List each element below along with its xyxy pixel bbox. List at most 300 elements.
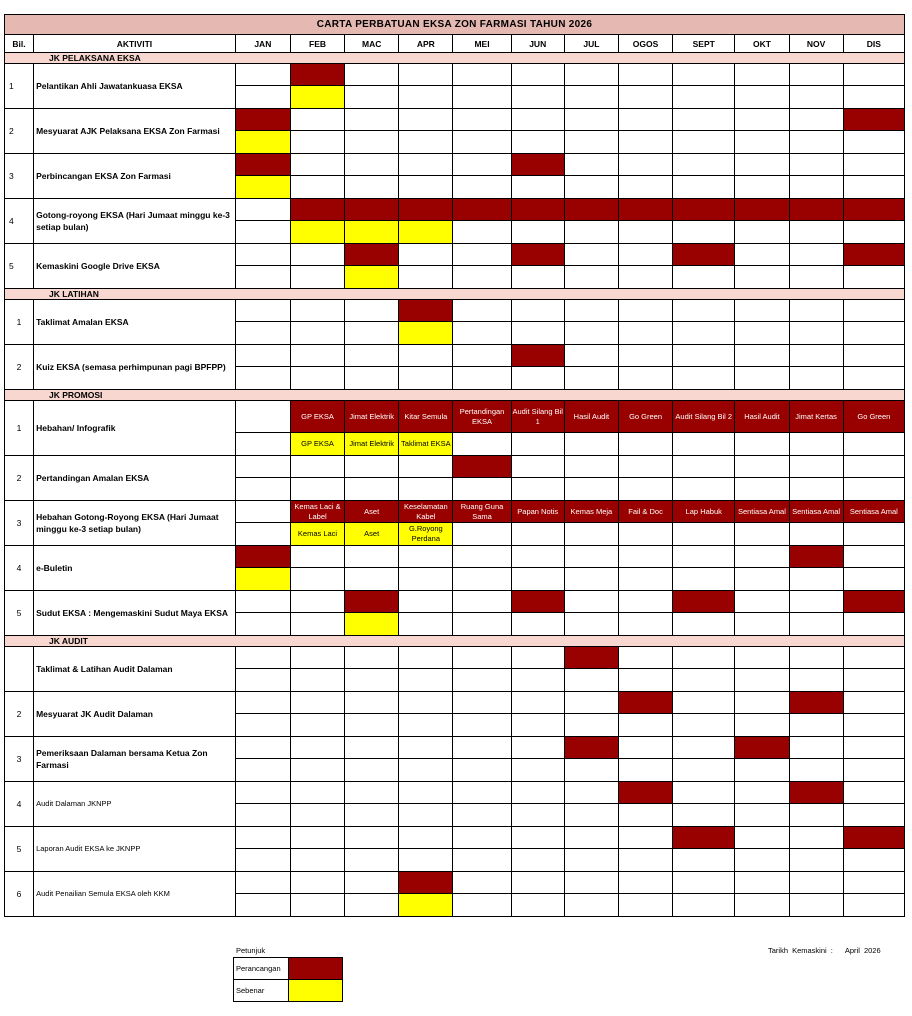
plan-cell-dis <box>843 244 904 266</box>
actual-cell-jan <box>235 433 290 456</box>
plan-cell-mac <box>345 782 399 804</box>
plan-cell-nov <box>789 456 843 478</box>
actual-cell-mac <box>345 131 399 154</box>
plan-cell-nov <box>789 64 843 86</box>
plan-cell-feb <box>290 737 344 759</box>
actual-cell-okt <box>735 523 789 546</box>
plan-cell-feb <box>290 827 344 849</box>
actual-cell-mei <box>453 176 511 199</box>
plan-cell-okt <box>735 591 789 613</box>
actual-cell-jul <box>564 367 618 390</box>
plan-cell-mac <box>345 456 399 478</box>
actual-cell-okt <box>735 613 789 636</box>
eksa-schedule-table <box>4 14 905 917</box>
plan-cell-ogos <box>618 546 672 568</box>
actual-cell-mei <box>453 131 511 154</box>
plan-cell-sept <box>673 827 735 849</box>
plan-cell-nov <box>789 591 843 613</box>
plan-cell-jul: Hasil Audit <box>564 401 618 433</box>
actual-cell-apr <box>399 86 453 109</box>
actual-cell-sept <box>673 176 735 199</box>
plan-cell-feb <box>290 109 344 131</box>
plan-cell-nov <box>789 300 843 322</box>
actual-cell-jun <box>511 131 564 154</box>
actual-cell-feb <box>290 613 344 636</box>
actual-cell-jun <box>511 86 564 109</box>
actual-cell-jun <box>511 759 564 782</box>
plan-cell-mei <box>453 827 511 849</box>
actual-cell-dis <box>843 714 904 737</box>
actual-cell-okt <box>735 759 789 782</box>
actual-cell-jun <box>511 322 564 345</box>
actual-cell-okt <box>735 131 789 154</box>
actual-cell-dis <box>843 322 904 345</box>
plan-cell-dis <box>843 109 904 131</box>
actual-cell-apr <box>399 367 453 390</box>
plan-cell-apr <box>399 737 453 759</box>
plan-cell-mac <box>345 591 399 613</box>
plan-cell-apr <box>399 154 453 176</box>
plan-cell-feb: GP EKSA <box>290 401 344 433</box>
plan-cell-feb <box>290 591 344 613</box>
actual-cell-dis <box>843 669 904 692</box>
actual-cell-jun <box>511 669 564 692</box>
actual-cell-mac <box>345 266 399 289</box>
actual-cell-ogos <box>618 266 672 289</box>
actual-cell-ogos <box>618 433 672 456</box>
plan-cell-sept <box>673 199 735 221</box>
legend-label-actual: Sebenar <box>234 980 289 1002</box>
plan-cell-nov <box>789 647 843 669</box>
actual-cell-nov <box>789 367 843 390</box>
activity-number: 1 <box>5 401 34 456</box>
actual-cell-okt <box>735 669 789 692</box>
actual-cell-ogos <box>618 322 672 345</box>
section-row <box>5 289 905 300</box>
actual-cell-mac <box>345 894 399 917</box>
activity-label: Pelantikan Ahli Jawatankuasa EKSA <box>34 64 236 109</box>
actual-cell-sept <box>673 613 735 636</box>
actual-cell-dis <box>843 568 904 591</box>
plan-cell-apr <box>399 546 453 568</box>
actual-cell-apr <box>399 568 453 591</box>
actual-cell-okt <box>735 804 789 827</box>
actual-cell-jan <box>235 221 290 244</box>
actual-cell-mac <box>345 86 399 109</box>
plan-cell-nov: Sentiasa Amal <box>789 501 843 523</box>
plan-cell-ogos <box>618 647 672 669</box>
actual-cell-apr <box>399 613 453 636</box>
actual-cell-okt <box>735 433 789 456</box>
plan-cell-feb <box>290 647 344 669</box>
plan-cell-sept <box>673 345 735 367</box>
actual-cell-mei <box>453 714 511 737</box>
actual-cell-mac <box>345 568 399 591</box>
plan-cell-apr <box>399 300 453 322</box>
activity-number: 2 <box>5 456 34 501</box>
plan-cell-nov <box>789 244 843 266</box>
header-month-8: OGOS <box>618 35 672 53</box>
actual-cell-mei <box>453 759 511 782</box>
actual-cell-nov <box>789 568 843 591</box>
actual-cell-sept <box>673 433 735 456</box>
activity-row-plan <box>5 782 905 804</box>
actual-cell-jul <box>564 322 618 345</box>
actual-cell-apr: Taklimat EKSA <box>399 433 453 456</box>
plan-cell-mei <box>453 872 511 894</box>
activity-row-plan <box>5 64 905 86</box>
plan-cell-mei <box>453 456 511 478</box>
actual-cell-jul <box>564 759 618 782</box>
actual-cell-mei <box>453 322 511 345</box>
activity-label: Laporan Audit EKSA ke JKNPP <box>34 827 236 872</box>
actual-cell-ogos <box>618 367 672 390</box>
actual-cell-jan <box>235 176 290 199</box>
actual-cell-mei <box>453 849 511 872</box>
plan-cell-mac <box>345 109 399 131</box>
actual-cell-okt <box>735 367 789 390</box>
actual-cell-jan <box>235 759 290 782</box>
plan-cell-mac: Aset <box>345 501 399 523</box>
actual-cell-mei <box>453 478 511 501</box>
activity-label: Taklimat Amalan EKSA <box>34 300 236 345</box>
plan-cell-mac <box>345 345 399 367</box>
actual-cell-nov <box>789 849 843 872</box>
plan-cell-feb <box>290 244 344 266</box>
plan-cell-feb <box>290 456 344 478</box>
actual-cell-mac: Aset <box>345 523 399 546</box>
activity-row-plan <box>5 827 905 849</box>
plan-cell-ogos <box>618 64 672 86</box>
plan-cell-nov <box>789 199 843 221</box>
header-month-11: NOV <box>789 35 843 53</box>
plan-cell-mei <box>453 647 511 669</box>
actual-cell-dis <box>843 804 904 827</box>
activity-row-plan <box>5 154 905 176</box>
plan-cell-jul <box>564 782 618 804</box>
actual-cell-jan <box>235 266 290 289</box>
actual-cell-mac <box>345 221 399 244</box>
actual-cell-feb <box>290 221 344 244</box>
plan-cell-sept <box>673 872 735 894</box>
plan-cell-jan <box>235 591 290 613</box>
plan-cell-apr <box>399 199 453 221</box>
actual-cell-ogos <box>618 176 672 199</box>
plan-cell-mac <box>345 64 399 86</box>
plan-cell-jun <box>511 591 564 613</box>
actual-cell-jul <box>564 894 618 917</box>
plan-cell-ogos <box>618 244 672 266</box>
activity-number: 3 <box>5 154 34 199</box>
header-month-6: JUN <box>511 35 564 53</box>
actual-cell-feb <box>290 894 344 917</box>
plan-cell-ogos: Go Green <box>618 401 672 433</box>
plan-cell-mei <box>453 782 511 804</box>
plan-cell-jun <box>511 456 564 478</box>
actual-cell-okt <box>735 86 789 109</box>
actual-cell-sept <box>673 523 735 546</box>
activity-row-plan <box>5 456 905 478</box>
actual-cell-sept <box>673 367 735 390</box>
activity-row-plan <box>5 546 905 568</box>
plan-cell-nov: Jimat Kertas <box>789 401 843 433</box>
activity-row-plan <box>5 647 905 669</box>
plan-cell-jul <box>564 827 618 849</box>
legend-title: Petunjuk <box>236 946 266 955</box>
header-month-4: APR <box>399 35 453 53</box>
actual-cell-dis <box>843 86 904 109</box>
plan-cell-ogos <box>618 692 672 714</box>
plan-cell-nov <box>789 345 843 367</box>
actual-cell-jun <box>511 433 564 456</box>
actual-cell-sept <box>673 568 735 591</box>
plan-cell-nov <box>789 692 843 714</box>
actual-cell-okt <box>735 849 789 872</box>
plan-cell-ogos <box>618 154 672 176</box>
actual-cell-nov <box>789 176 843 199</box>
plan-cell-ogos <box>618 737 672 759</box>
activity-number <box>5 647 34 692</box>
header-month-9: SEPT <box>673 35 735 53</box>
actual-cell-apr <box>399 478 453 501</box>
activity-number: 1 <box>5 64 34 109</box>
activity-label: Taklimat & Latihan Audit Dalaman <box>34 647 236 692</box>
plan-cell-jun <box>511 64 564 86</box>
plan-cell-sept: Audit Silang Bil 2 <box>673 401 735 433</box>
plan-cell-feb <box>290 782 344 804</box>
plan-cell-dis: Sentiasa Amal <box>843 501 904 523</box>
actual-cell-sept <box>673 221 735 244</box>
actual-cell-jul <box>564 433 618 456</box>
actual-cell-jun <box>511 714 564 737</box>
actual-cell-sept <box>673 669 735 692</box>
actual-cell-jan <box>235 894 290 917</box>
section-heading: JK PROMOSI <box>5 390 905 401</box>
plan-cell-jun <box>511 154 564 176</box>
actual-cell-apr <box>399 714 453 737</box>
plan-cell-feb <box>290 546 344 568</box>
actual-cell-jul <box>564 86 618 109</box>
actual-cell-nov <box>789 322 843 345</box>
plan-cell-sept <box>673 546 735 568</box>
actual-cell-ogos <box>618 894 672 917</box>
plan-cell-sept <box>673 154 735 176</box>
actual-cell-dis <box>843 433 904 456</box>
plan-cell-jan <box>235 300 290 322</box>
plan-cell-apr <box>399 345 453 367</box>
activity-row-plan <box>5 401 905 433</box>
actual-cell-feb <box>290 322 344 345</box>
actual-cell-feb <box>290 367 344 390</box>
actual-cell-jul <box>564 669 618 692</box>
actual-cell-dis <box>843 478 904 501</box>
plan-cell-mei <box>453 300 511 322</box>
actual-cell-sept <box>673 759 735 782</box>
plan-cell-jun <box>511 244 564 266</box>
plan-cell-nov <box>789 737 843 759</box>
plan-cell-jul <box>564 456 618 478</box>
plan-cell-feb <box>290 692 344 714</box>
plan-cell-dis <box>843 456 904 478</box>
actual-cell-dis <box>843 849 904 872</box>
actual-cell-jan <box>235 367 290 390</box>
actual-cell-apr <box>399 322 453 345</box>
plan-cell-dis <box>843 300 904 322</box>
activity-row-plan <box>5 737 905 759</box>
plan-cell-mac <box>345 872 399 894</box>
plan-cell-feb <box>290 199 344 221</box>
last-updated-label: Tarikh Kemaskini : <box>768 946 833 955</box>
actual-cell-dis <box>843 894 904 917</box>
actual-cell-feb <box>290 759 344 782</box>
actual-cell-jun <box>511 894 564 917</box>
activity-number: 5 <box>5 244 34 289</box>
actual-cell-jun <box>511 478 564 501</box>
plan-cell-jan <box>235 244 290 266</box>
actual-cell-feb <box>290 804 344 827</box>
actual-cell-mac <box>345 849 399 872</box>
activity-number: 1 <box>5 300 34 345</box>
activity-number: 2 <box>5 109 34 154</box>
activity-row-plan <box>5 109 905 131</box>
section-heading: JK LATIHAN <box>5 289 905 300</box>
plan-cell-jan <box>235 109 290 131</box>
plan-cell-jan <box>235 401 290 433</box>
actual-cell-jun <box>511 266 564 289</box>
actual-cell-feb <box>290 849 344 872</box>
plan-cell-jul <box>564 345 618 367</box>
plan-cell-jun <box>511 692 564 714</box>
plan-cell-mei <box>453 692 511 714</box>
actual-cell-jan <box>235 613 290 636</box>
activity-row-plan <box>5 591 905 613</box>
activity-label: Pemeriksaan Dalaman bersama Ketua Zon Farmasi <box>34 737 236 782</box>
actual-cell-nov <box>789 894 843 917</box>
section-row <box>5 390 905 401</box>
actual-cell-mac <box>345 714 399 737</box>
actual-cell-ogos <box>618 478 672 501</box>
plan-cell-jan <box>235 501 290 523</box>
legend-swatch-plan <box>289 958 343 980</box>
actual-cell-sept <box>673 131 735 154</box>
activity-number: 5 <box>5 591 34 636</box>
plan-cell-jan <box>235 199 290 221</box>
plan-cell-jan <box>235 64 290 86</box>
activity-row-plan <box>5 501 905 523</box>
activity-row-plan <box>5 872 905 894</box>
plan-cell-jun <box>511 872 564 894</box>
plan-cell-jun: Audit Silang Bil 1 <box>511 401 564 433</box>
plan-cell-okt: Sentiasa Amal <box>735 501 789 523</box>
activity-label: Audit Dalaman JKNPP <box>34 782 236 827</box>
plan-cell-jun <box>511 300 564 322</box>
actual-cell-jan <box>235 86 290 109</box>
plan-cell-jan <box>235 827 290 849</box>
actual-cell-jun <box>511 804 564 827</box>
header-aktiviti: AKTIVITI <box>34 35 236 53</box>
actual-cell-jun <box>511 849 564 872</box>
plan-cell-okt <box>735 546 789 568</box>
actual-cell-jun <box>511 523 564 546</box>
plan-cell-feb <box>290 154 344 176</box>
plan-cell-sept <box>673 64 735 86</box>
plan-cell-jun <box>511 647 564 669</box>
plan-cell-jan <box>235 782 290 804</box>
plan-cell-dis <box>843 591 904 613</box>
activity-number: 5 <box>5 827 34 872</box>
plan-cell-okt <box>735 109 789 131</box>
plan-cell-ogos <box>618 345 672 367</box>
actual-cell-feb <box>290 714 344 737</box>
plan-cell-feb <box>290 872 344 894</box>
actual-cell-mei <box>453 266 511 289</box>
actual-cell-apr <box>399 894 453 917</box>
actual-cell-mac <box>345 176 399 199</box>
plan-cell-ogos: Fail & Doc <box>618 501 672 523</box>
actual-cell-feb <box>290 86 344 109</box>
actual-cell-apr <box>399 221 453 244</box>
plan-cell-apr <box>399 782 453 804</box>
last-updated-value: April 2026 <box>844 946 881 955</box>
actual-cell-mac <box>345 804 399 827</box>
legend-row-actual <box>234 980 343 1002</box>
actual-cell-feb <box>290 669 344 692</box>
chart-title: CARTA PERBATUAN EKSA ZON FARMASI TAHUN 2026 <box>5 15 905 35</box>
plan-cell-nov <box>789 782 843 804</box>
plan-cell-jul <box>564 546 618 568</box>
actual-cell-dis <box>843 266 904 289</box>
plan-cell-dis <box>843 64 904 86</box>
plan-cell-feb: Kemas Laci & Label <box>290 501 344 523</box>
header-row <box>5 35 905 53</box>
actual-cell-apr: G.Royong Perdana <box>399 523 453 546</box>
plan-cell-jul: Kemas Meja <box>564 501 618 523</box>
actual-cell-nov <box>789 266 843 289</box>
activity-row-plan <box>5 345 905 367</box>
plan-cell-apr: Keselamatan Kabel <box>399 501 453 523</box>
plan-cell-jun <box>511 782 564 804</box>
plan-cell-jul <box>564 692 618 714</box>
actual-cell-okt <box>735 714 789 737</box>
actual-cell-dis <box>843 367 904 390</box>
plan-cell-jan <box>235 692 290 714</box>
actual-cell-jun <box>511 568 564 591</box>
actual-cell-jul <box>564 221 618 244</box>
activity-label: Hebahan/ Infografik <box>34 401 236 456</box>
actual-cell-dis <box>843 176 904 199</box>
legend-row-plan <box>234 958 343 980</box>
plan-cell-sept <box>673 692 735 714</box>
plan-cell-mei: Ruang Guna Sama <box>453 501 511 523</box>
actual-cell-dis <box>843 613 904 636</box>
plan-cell-mei <box>453 64 511 86</box>
plan-cell-ogos <box>618 456 672 478</box>
plan-cell-dis <box>843 827 904 849</box>
plan-cell-okt <box>735 737 789 759</box>
actual-cell-okt <box>735 221 789 244</box>
activity-number: 2 <box>5 692 34 737</box>
actual-cell-ogos <box>618 714 672 737</box>
actual-cell-okt <box>735 894 789 917</box>
plan-cell-jul <box>564 872 618 894</box>
actual-cell-feb: GP EKSA <box>290 433 344 456</box>
plan-cell-ogos <box>618 300 672 322</box>
actual-cell-mac <box>345 759 399 782</box>
section-row <box>5 636 905 647</box>
actual-cell-feb <box>290 478 344 501</box>
plan-cell-sept <box>673 300 735 322</box>
actual-cell-nov <box>789 221 843 244</box>
